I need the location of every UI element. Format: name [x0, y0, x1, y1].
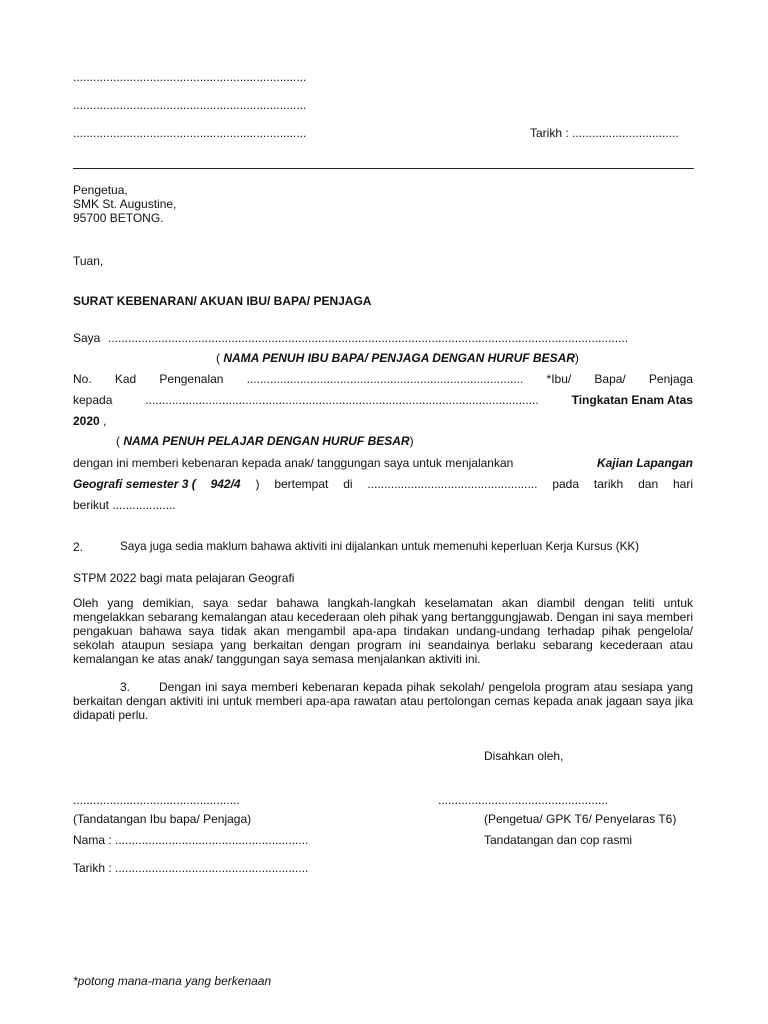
letter-subject: SURAT KEBENARAN/ AKUAN IBU/ BAPA/ PENJAGA	[73, 294, 372, 308]
parent-name-caption: ( NAMA PENUH IBU BAPA/ PENJAGA DENGAN HURUF BESAR)	[216, 351, 579, 365]
student-name-caption: ( NAMA PENUH PELAJAR DENGAN HURUF BESAR)	[116, 434, 414, 448]
stpm-line: STPM 2022 bagi mata pelajaran Geografi	[73, 571, 295, 585]
parent-signature-label: (Tandatangan Ibu bapa/ Penjaga)	[73, 812, 252, 826]
p2-text: Saya juga sedia maklum bahawa aktiviti ini dijalankan untuk memenuhi keperluan Kerja Kursus (KK)	[120, 540, 640, 553]
year-line: 2020 ,	[73, 414, 107, 428]
sender-line-2: ......................................................................	[73, 98, 307, 112]
ic-number-field: ...................................................................................	[246, 372, 524, 386]
paragraph-3: 3. Dengan ini saya memberi kebenaran kepada pihak sekolah/ pengelola program atau sesiapa yang berkaitan dengan aktiviti ini untuk memberi apa-apa rawatan atau pertolongan cemas kepada anak jagaan saya jika didapati perlu.	[73, 680, 693, 722]
footnote: *potong mana-mana yang berkenaan	[73, 974, 272, 988]
date-top: Tarikh : ................................	[530, 126, 679, 140]
recipient-line-3: 95700 BETONG.	[73, 211, 164, 225]
parent-signature-line: ..................................................	[73, 793, 240, 807]
salutation: Tuan,	[73, 254, 104, 268]
officer-signature-label: (Pengetua/ GPK T6/ Penyelaras T6)	[484, 812, 677, 826]
class-name: Tingkatan Enam Atas	[571, 393, 693, 407]
official-stamp-label: Tandatangan dan cop rasmi	[484, 833, 633, 847]
saya-label: Saya	[73, 331, 101, 345]
p2-number: 2.	[73, 540, 84, 554]
disahkan-label: Disahkan oleh,	[484, 749, 564, 763]
permission-line: dengan ini memberi kebenaran kepada anak/ tanggungan saya untuk menjalankan Kajian Lapangan	[73, 456, 693, 470]
location-field: ...................................................	[367, 477, 538, 491]
geografi-line: Geografi semester 3 ( 942/4 ) bertempat di ................................................... pada tarikh dan hari	[73, 477, 693, 491]
officer-signature-line: ...................................................	[438, 793, 609, 807]
sender-line-3: ......................................................................	[73, 126, 307, 140]
paragraph-oleh: Oleh yang demikian, saya sedar bahawa langkah-langkah keselamatan akan diambil dengan teliti untuk mengelakkan sebarang kemalangan atau kecederaan oleh pihak yang bertanggungjawab. Dengan ini saya memberi pengakuan bahawa saya tidak akan mengambil apa-apa tindakan undang-undang terhadap pihak pengelola/ sekolah ataupun sesiapa yang berkaitan dengan program ini seandainya berlaku sebarang kecederaan atau kemalangan ke atas anak/ tanggungan saya semasa menjalankan aktiviti ini.	[73, 596, 693, 666]
kepada-line: kepada ...................................................................................................................... Tingkatan Enam Atas	[73, 393, 693, 407]
ic-line: No. Kad Pengenalan ................................................................................... *Ibu/ Bapa/ Penjaga	[73, 372, 693, 386]
berikut-line: berikut ...................	[73, 498, 176, 512]
nama-field: Nama : ..........................................................	[73, 833, 309, 847]
recipient-line-1: Pengetua,	[73, 183, 128, 197]
tarikh-field: Tarikh : ..........................................................	[73, 861, 309, 875]
student-name-field: ......................................................................................................................	[145, 393, 539, 407]
header-divider	[73, 168, 694, 169]
parent-name-field: ............................................................................................................................................................	[108, 331, 629, 345]
recipient-line-2: SMK St. Augustine,	[73, 197, 177, 211]
sender-line-1: ......................................................................	[73, 70, 307, 84]
